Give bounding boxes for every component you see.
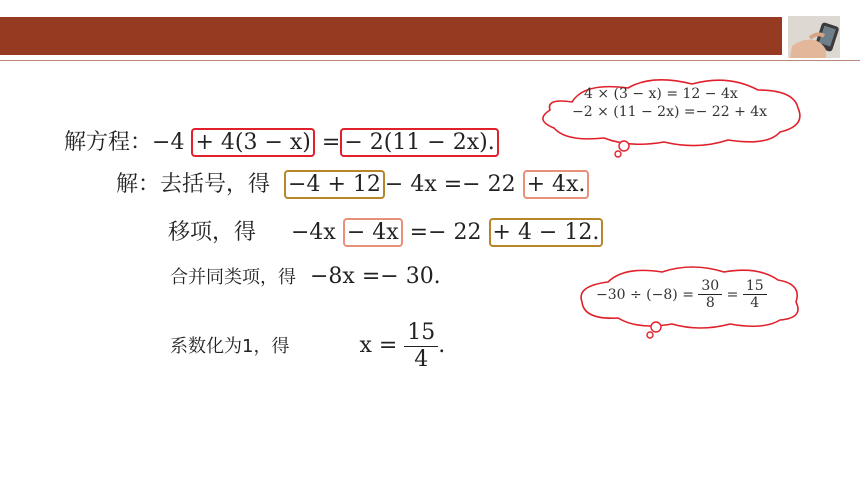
step1-label: 去括号，得: [160, 172, 271, 197]
cloud2-fraction-2: [743, 278, 767, 311]
s2-term-d-boxed: + 4 − 12.: [489, 218, 604, 247]
step-transpose: [168, 218, 603, 248]
eq-equals: =: [314, 130, 341, 155]
s1-term-a-boxed: −4 + 12: [284, 170, 385, 199]
cloud2-d2: 4: [750, 295, 760, 311]
s1-term-b: − 4x =− 22: [384, 172, 523, 197]
cloud2-d1: 8: [705, 295, 715, 311]
thought-cloud-2: [574, 264, 804, 342]
header-banner: [0, 17, 782, 55]
header-rule: [0, 60, 860, 61]
s4-numerator: 15: [404, 320, 438, 347]
s4-fraction: [404, 320, 438, 373]
cloud2-eq: =: [726, 286, 739, 303]
cloud2-fraction-1: [698, 278, 722, 311]
s1-term-c-boxed: + 4x.: [523, 170, 590, 199]
thought-cloud-1: [532, 76, 804, 162]
eq-term-a: −4: [152, 130, 192, 155]
cloud2-n1: 30: [698, 278, 722, 295]
eq-term-d-boxed: − 2(11 − 2x).: [340, 128, 498, 157]
step-combine: [170, 262, 441, 293]
step4-label: 系数化为1，得: [170, 336, 290, 357]
step-remove-brackets: [116, 170, 589, 200]
s2-term-c: =− 22: [402, 220, 489, 245]
cloud1-line2: −2 × (11 − 2x) =− 22 + 4x: [572, 104, 768, 120]
step-coefficient: [170, 316, 445, 377]
s4-denominator: 4: [414, 346, 429, 372]
step3-label: 合并同类项，得: [170, 267, 296, 288]
solve-label: 解：: [116, 172, 161, 197]
s4-lhs: x =: [359, 333, 398, 358]
equation-line: [64, 128, 499, 158]
hand-phone-photo-icon: [788, 16, 840, 58]
equation-label: 解方程：: [64, 130, 153, 155]
cloud1-line1: 4 × (3 − x) = 12 − 4x: [584, 86, 738, 102]
s2-term-b-boxed: − 4x: [343, 218, 403, 247]
s4-period: .: [438, 333, 446, 358]
cloud2-lhs: −30 ÷ (−8) =: [596, 286, 694, 303]
s2-term-a: −4x: [290, 220, 343, 245]
s3-expression: −8x =− 30.: [310, 264, 441, 289]
cloud2-expression: [596, 278, 767, 311]
cloud2-n2: 15: [743, 278, 767, 295]
step2-label: 移项，得: [168, 220, 257, 245]
eq-term-b-boxed: + 4(3 − x): [191, 128, 314, 157]
